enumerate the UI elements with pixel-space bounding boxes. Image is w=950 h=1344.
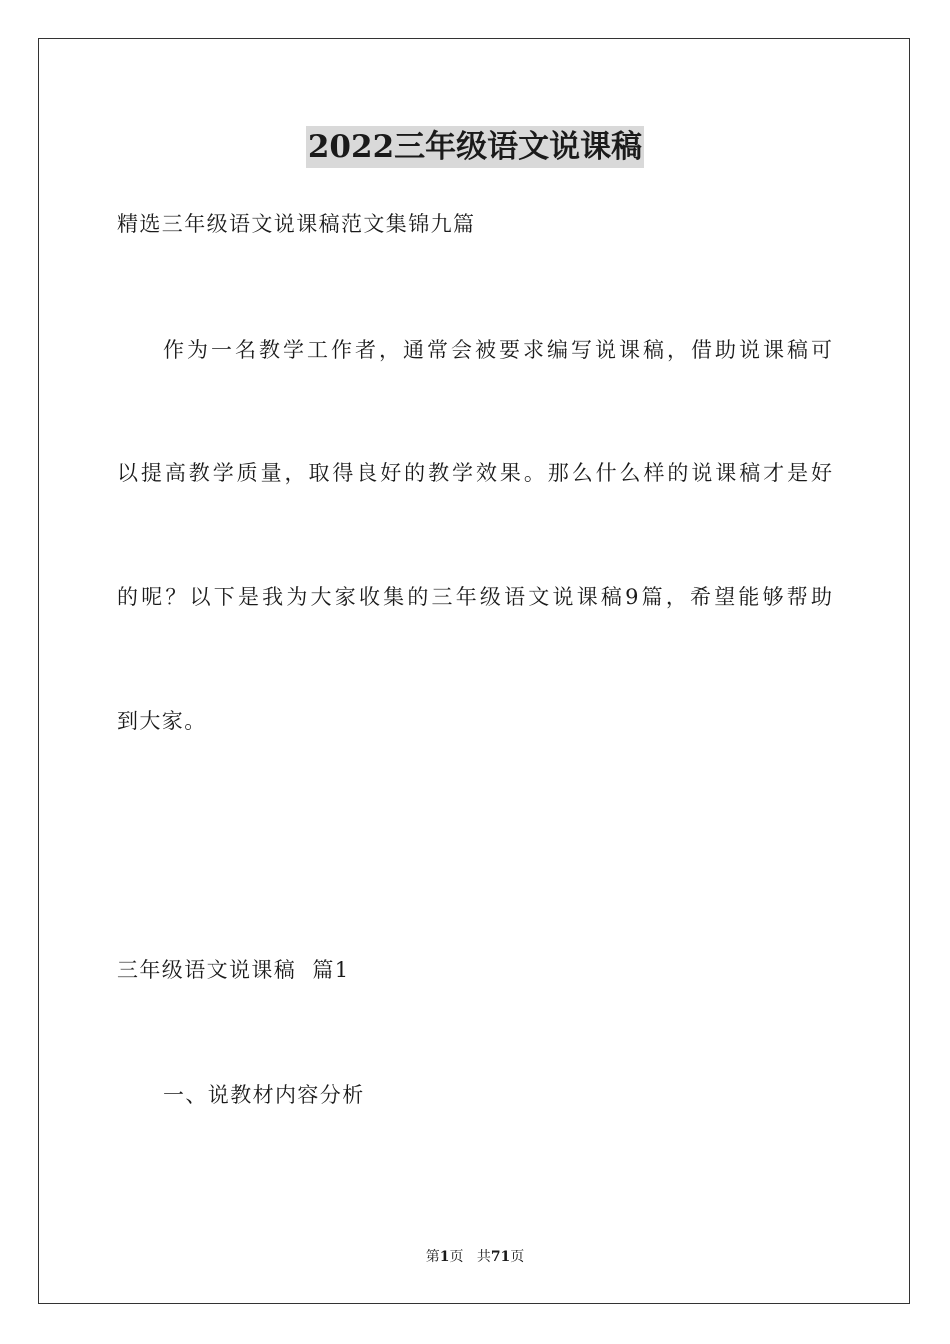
- footer-page-suffix: 页: [449, 1249, 464, 1265]
- footer-total-prefix: 共: [476, 1249, 491, 1265]
- footer-page-number: 1: [439, 1249, 450, 1265]
- intro-line-2: 以提高教学质量，取得良好的教学效果。那么什么样的说课稿才是好: [117, 461, 832, 485]
- document-subtitle: 精选三年级语文说课稿范文集锦九篇: [117, 212, 476, 236]
- intro-line-1: 作为一名教学工作者，通常会被要求编写说课稿，借助说课稿可: [163, 338, 832, 362]
- footer-total-suffix: 页: [510, 1249, 525, 1265]
- page-footer: [0, 1248, 950, 1266]
- section-heading: 三年级语文说课稿 篇1: [117, 958, 350, 982]
- document-title: 2022三年级语文说课稿: [306, 126, 644, 168]
- footer-page-prefix: 第: [425, 1249, 440, 1265]
- footer-total-pages: 71: [490, 1249, 511, 1265]
- intro-line-3: 的呢？以下是我为大家收集的三年级语文说课稿9篇，希望能够帮助: [117, 585, 832, 609]
- subsection-heading: 一、说教材内容分析: [163, 1083, 365, 1107]
- intro-line-4: 到大家。: [117, 709, 207, 733]
- document-title-wrapper: [0, 126, 950, 168]
